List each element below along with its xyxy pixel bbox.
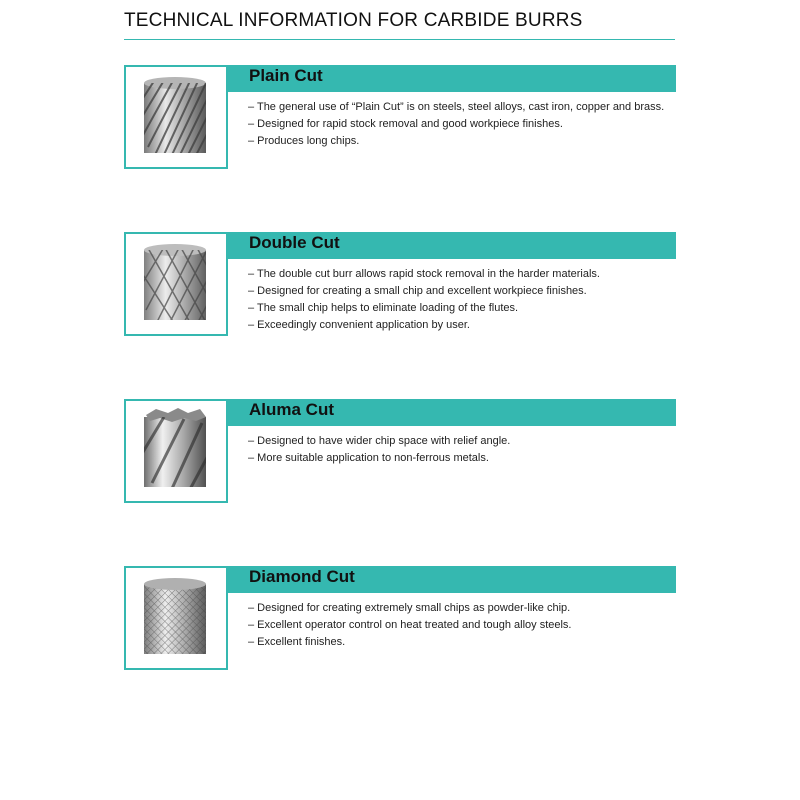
bullet-list <box>248 266 688 334</box>
section-header-bar <box>228 232 676 259</box>
double-cut-image <box>124 232 228 336</box>
list-item: – Designed to have wider chip space with relief angle. <box>248 435 511 447</box>
list-item: – Designed for creating extremely small chips as powder-like chip. <box>248 602 571 614</box>
list-item: – Exceedingly convenient application by user. <box>248 319 470 331</box>
list-item: – The general use of “Plain Cut” is on steels, steel alloys, cast iron, copper and brass. <box>248 101 665 113</box>
section-title: Diamond Cut <box>249 567 355 586</box>
section-title: Double Cut <box>249 233 340 252</box>
section-title: Plain Cut <box>249 66 323 85</box>
bullet-list <box>248 99 688 150</box>
section-double-cut <box>124 232 676 336</box>
section-title: Aluma Cut <box>249 400 334 419</box>
plain-cut-burr-icon <box>126 67 226 167</box>
aluma-cut-image <box>124 399 228 503</box>
section-plain-cut <box>124 65 676 169</box>
list-item: – Excellent operator control on heat treated and tough alloy steels. <box>248 619 572 631</box>
title-divider <box>124 39 675 40</box>
list-item: – Excellent finishes. <box>248 636 346 648</box>
double-cut-burr-icon <box>126 234 226 334</box>
list-item: – The double cut burr allows rapid stock removal in the harder materials. <box>248 268 600 280</box>
section-aluma-cut <box>124 399 676 503</box>
page-title: TECHNICAL INFORMATION FOR CARBIDE BURRS <box>124 10 583 31</box>
plain-cut-image <box>124 65 228 169</box>
list-item: – The small chip helps to eliminate loading of the flutes. <box>248 302 519 314</box>
section-header-bar <box>228 566 676 593</box>
section-header-bar <box>228 65 676 92</box>
list-item: – More suitable application to non-ferrous metals. <box>248 452 489 464</box>
diamond-cut-image <box>124 566 228 670</box>
bullet-list <box>248 600 688 651</box>
aluma-cut-burr-icon <box>126 401 226 501</box>
list-item: – Produces long chips. <box>248 135 360 147</box>
list-item: – Designed for rapid stock removal and good workpiece finishes. <box>248 118 563 130</box>
bullet-list <box>248 433 688 467</box>
diamond-cut-burr-icon <box>126 568 226 668</box>
section-header-bar <box>228 399 676 426</box>
list-item: – Designed for creating a small chip and excellent workpiece finishes. <box>248 285 587 297</box>
section-diamond-cut <box>124 566 676 670</box>
